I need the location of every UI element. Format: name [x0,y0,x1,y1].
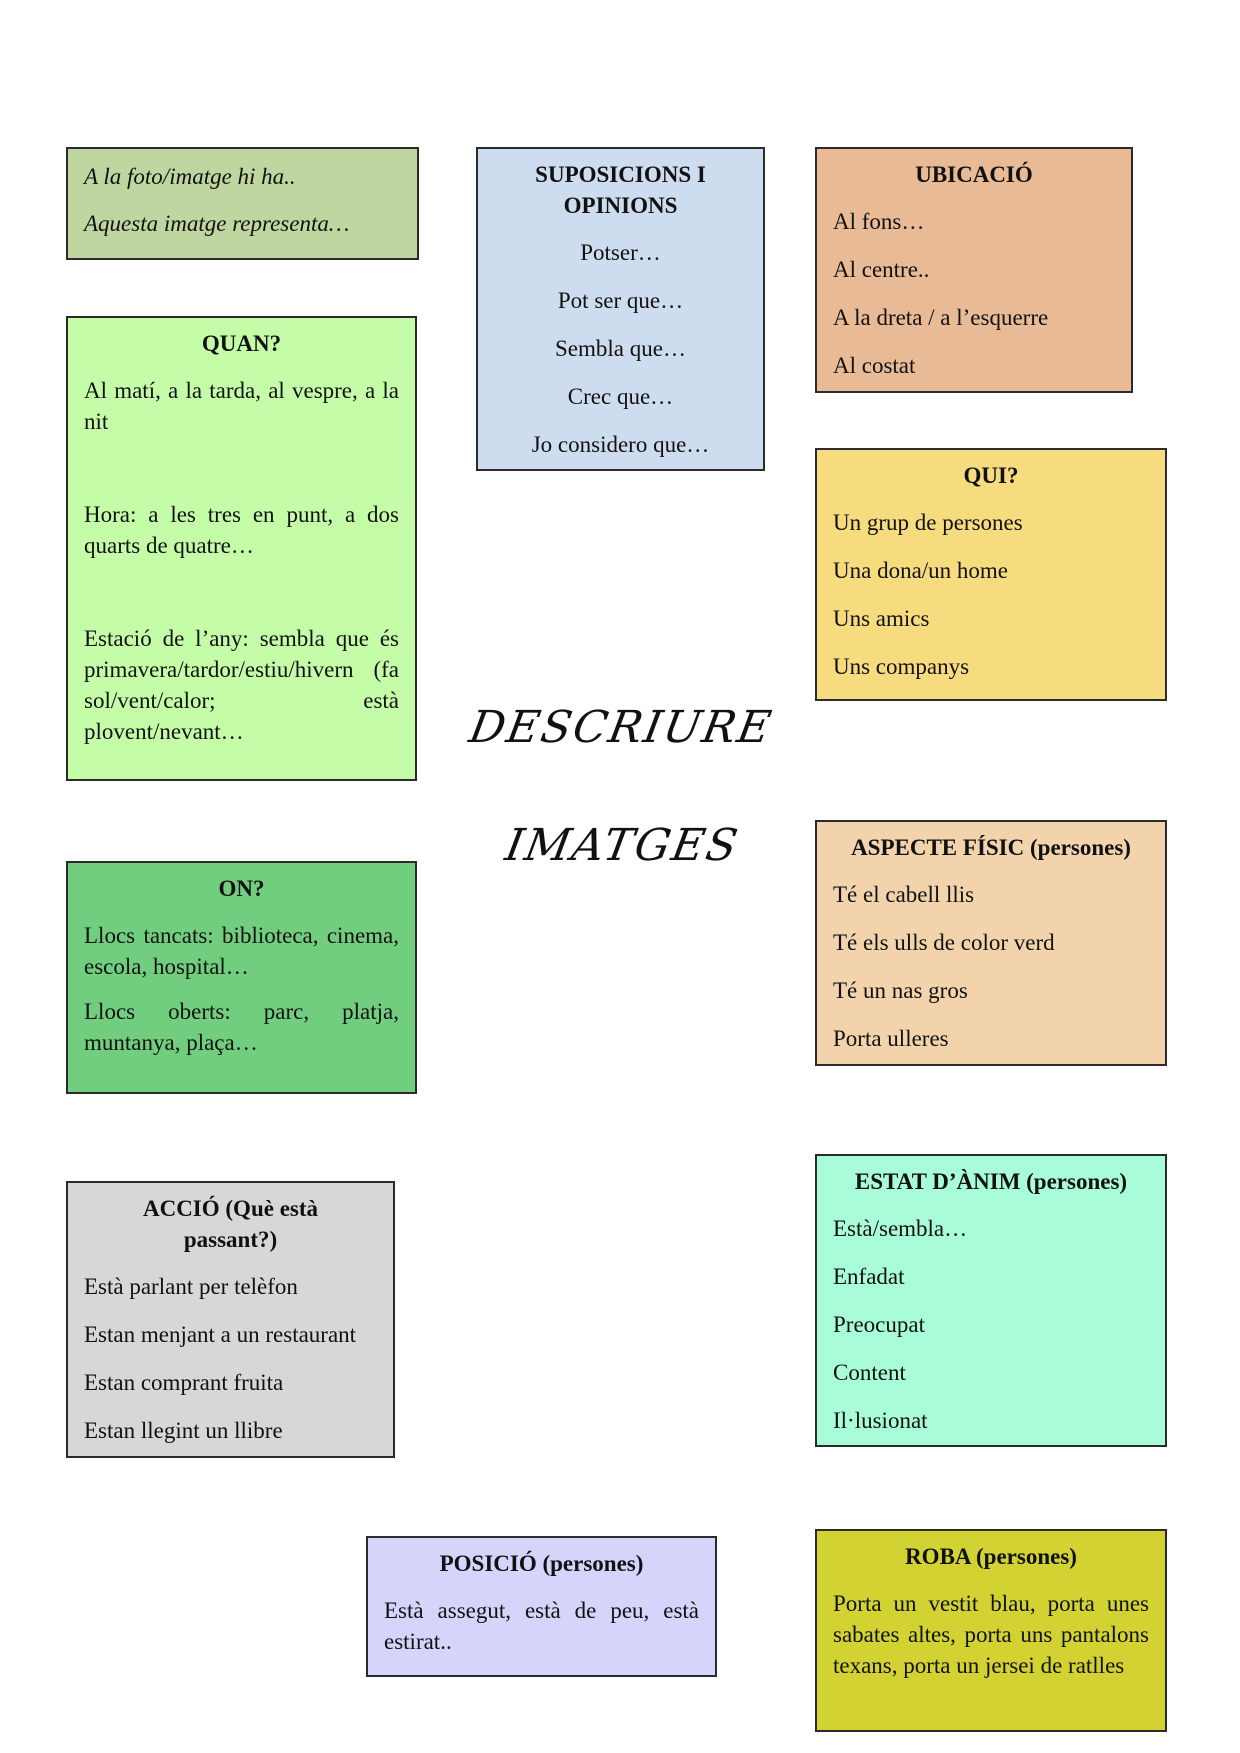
ubicacio-line: Al fons… [833,209,925,234]
qui-line: Un grup de persones [833,510,1023,535]
heading-descriure: DESCRIURE [465,702,777,753]
on-title: ON? [218,876,265,901]
aspecte-line: Té els ulls de color verd [833,930,1055,955]
quan-line: Estació de l’any: sembla que és primavera/tardor/estiu/hivern (fa sol/vent/calor; està plovent/nevant… [84,626,399,744]
intro-line: A la foto/imatge hi ha.. [84,164,296,189]
quan-line: Al matí, a la tarda, al vespre, a la nit [84,378,399,434]
suposicions-line: Sembla que… [555,336,686,361]
estat-line: Està/sembla… [833,1216,968,1241]
on-line: Llocs tancats: biblioteca, cinema, escola, hospital… [84,923,399,979]
suposicions-title: SUPOSICIONS I OPINIONS [535,162,706,218]
accio-line: Estan llegint un llibre [84,1418,283,1443]
posicio-title: POSICIÓ (persones) [439,1551,644,1576]
accio-title: ACCIÓ (Què està passant?) [142,1196,319,1252]
posicio-line: Està assegut, està de peu, està estirat.. [384,1598,699,1654]
accio-line: Estan comprant fruita [84,1370,284,1395]
aspecte-line: Té el cabell llis [833,882,975,907]
ubicacio-box [815,147,1133,393]
qui-line: Uns companys [833,654,970,679]
heading-imatges: IMATGES [501,820,744,871]
estat-line: Enfadat [833,1264,905,1289]
roba-line: Porta un vestit blau, porta unes sabates altes, porta uns pantalons texans, porta un jersei de ratlles [833,1591,1149,1678]
posicio-box [366,1536,717,1677]
ubicacio-line: Al centre.. [833,257,930,282]
quan-title: QUAN? [201,331,282,356]
on-line: Llocs oberts: parc, platja, muntanya, plaça… [84,999,399,1055]
intro-line: Aquesta imatge representa… [84,211,350,236]
suposicions-box [476,147,765,471]
ubicacio-line: A la dreta / a l’esquerre [833,305,1049,330]
aspecte-title: ASPECTE FÍSIC (persones) [851,835,1131,860]
roba-box [815,1529,1167,1732]
accio-box [66,1181,395,1458]
estat-line: Content [833,1360,906,1385]
estat-line: Preocupat [833,1312,925,1337]
qui-line: Uns amics [833,606,930,631]
suposicions-line: Crec que… [567,384,674,409]
quan-box [66,316,417,781]
roba-title: ROBA (persones) [905,1544,1077,1569]
ubicacio-title: UBICACIÓ [915,162,1033,187]
ubicacio-line: Al costat [833,353,916,378]
aspecte-box [815,820,1167,1066]
estat-line: Il·lusionat [833,1408,928,1433]
accio-line: Està parlant per telèfon [84,1274,298,1299]
intro-box [66,147,419,260]
on-box [66,861,417,1094]
aspecte-line: Porta ulleres [833,1026,949,1051]
estat-title: ESTAT D’ÀNIM (persones) [854,1169,1128,1194]
qui-title: QUI? [963,463,1019,488]
quan-line: Hora: a les tres en punt, a dos quarts de quatre… [84,502,399,558]
accio-line: Estan menjant a un restaurant [84,1322,357,1347]
suposicions-line: Pot ser que… [557,288,684,313]
qui-line: Una dona/un home [833,558,1009,583]
estat-box [815,1154,1167,1447]
suposicions-line: Jo considero que… [531,432,710,457]
aspecte-line: Té un nas gros [833,978,968,1003]
qui-box [815,448,1167,701]
suposicions-line: Potser… [580,240,661,265]
